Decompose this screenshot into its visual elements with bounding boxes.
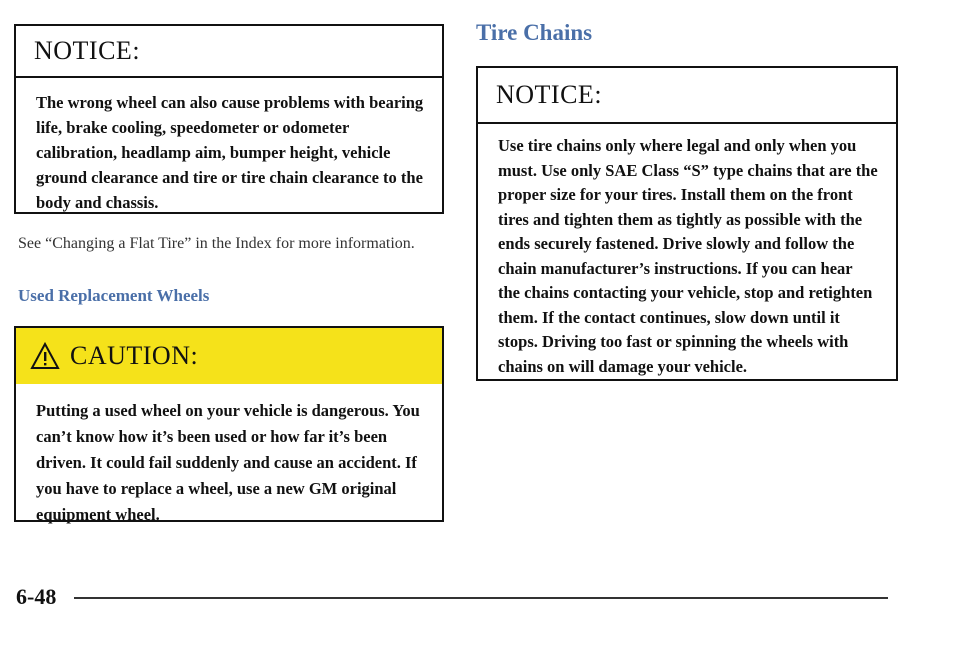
notice-title: NOTICE: — [16, 26, 442, 78]
notice-title: NOTICE: — [478, 68, 896, 124]
notice-text: Use tire chains only where legal and only when you must. Use only SAE Class “S” type chains that are the proper size for your tires. Install them on the front tires and tighten them as tightly as possible with the ends securely fastened. Drive slowly and follow the chain manufacturer’s instructions. If you can hear the chains contacting your vehicle, stop and retighten them. If the contact continues, slow down until it stops. Driving too fast or spinning the wheels with chains on will damage your vehicle. — [498, 136, 878, 376]
section-subheading: Used Replacement Wheels — [18, 286, 210, 305]
section-heading: Tire Chains — [476, 20, 593, 45]
notice-box-wheel — [14, 24, 444, 214]
warning-triangle-icon — [30, 342, 60, 370]
caution-text: Putting a used wheel on your vehicle is dangerous. You can’t know how it’s been used or how far it’s been driven. It could fail suddenly and cause an accident. If you have to replace a wheel, use a new GM original equipment wheel. — [36, 401, 420, 524]
caution-title: CAUTION: — [70, 341, 199, 370]
notice-box-chains — [476, 66, 898, 381]
notice-text: The wrong wheel can also cause problems with bearing life, brake cooling, speedometer or odometer calibration, headlamp aim, bumper height, vehicle ground clearance and tire or tire chain clearance to the body and chassis. — [36, 93, 424, 212]
reference-text: See “Changing a Flat Tire” in the Index for more information. — [18, 235, 415, 252]
page-number: 6-48 — [16, 584, 57, 609]
footer-rule — [74, 597, 888, 599]
caution-header — [16, 328, 442, 384]
caution-box — [14, 326, 444, 522]
